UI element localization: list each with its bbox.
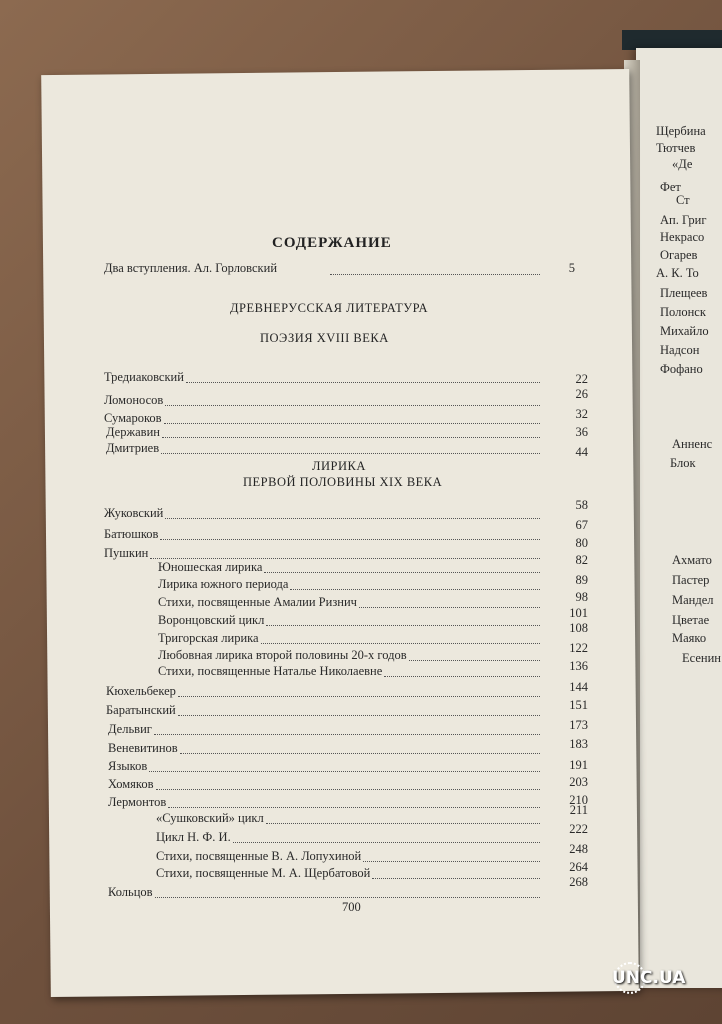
right-page-line: Плещеев xyxy=(660,286,708,300)
right-page-line: Есенин xyxy=(682,651,721,665)
toc-leader xyxy=(330,274,540,275)
toc-entry-page: 203 xyxy=(569,775,588,789)
right-page-line: Маяко xyxy=(672,631,707,645)
toc-entry-page: 248 xyxy=(569,842,588,856)
right-page-line: Надсон xyxy=(660,343,700,357)
toc-leader xyxy=(156,789,540,790)
toc-entry-label: Воронцовский цикл xyxy=(158,613,265,627)
toc-entry-label: Стихи, посвященные Амалии Ризнич xyxy=(158,595,357,609)
toc-intro-page: 5 xyxy=(568,261,575,275)
watermark: UNC.UA xyxy=(612,968,686,988)
toc-entry-label: Пушкин xyxy=(104,546,149,560)
right-page-line: Тютчев xyxy=(656,141,696,155)
toc-entry-label: Хомяков xyxy=(108,777,154,791)
toc-entry-label: Лермонтов xyxy=(108,795,167,809)
toc-leader xyxy=(233,842,540,843)
toc-leader xyxy=(178,696,540,697)
toc-entry-page: 82 xyxy=(575,553,588,567)
toc-entry-page: 136 xyxy=(569,659,588,673)
right-page-line: Щербина xyxy=(656,124,706,138)
right-page-line: Ахмато xyxy=(672,553,712,567)
toc-entry-page: 26 xyxy=(575,387,588,401)
toc-leader xyxy=(161,453,540,454)
toc-entry-label: Стихи, посвященные М. А. Щербатовой xyxy=(156,866,371,880)
right-page-line: А. К. То xyxy=(656,266,699,280)
section-heading-old-russian: ДРЕВНЕРУССКАЯ ЛИТЕРАТУРА xyxy=(230,301,429,315)
right-page-line: Некрасо xyxy=(660,230,705,244)
toc-entry-page: 144 xyxy=(569,680,588,694)
toc-entry-label: Стихи, посвященные В. А. Лопухиной xyxy=(156,849,362,863)
toc-leader xyxy=(363,861,540,862)
toc-leader xyxy=(359,607,540,608)
toc-entry-page: 191 xyxy=(569,758,588,772)
right-page-line: Ст xyxy=(676,193,690,207)
toc-entry-label: Жуковский xyxy=(104,506,164,520)
toc-leader xyxy=(186,382,540,383)
toc-leader xyxy=(150,558,540,559)
toc-leader xyxy=(168,807,540,808)
toc-entry-label: «Сушковский» цикл xyxy=(156,811,264,825)
book-cover-edge xyxy=(622,30,722,50)
right-page-line: Фофано xyxy=(660,362,703,376)
toc-leader xyxy=(165,405,540,406)
toc-entry-page: 58 xyxy=(575,498,588,512)
toc-entry-label: Цикл Н. Ф. И. xyxy=(156,830,231,844)
toc-leader xyxy=(154,734,540,735)
toc-entry-label: Державин xyxy=(106,425,160,439)
toc-leader xyxy=(372,878,540,879)
toc-entry-label: Ломоносов xyxy=(104,393,164,407)
toc-leader xyxy=(178,715,540,716)
toc-intro-label: Два вступления. Ал. Горловский xyxy=(104,261,278,275)
toc-entry-page: 89 xyxy=(575,573,588,587)
toc-entry-page: 222 xyxy=(569,822,588,836)
toc-entry-page: 44 xyxy=(575,445,588,459)
toc-entry-label: Юношеская лирика xyxy=(158,560,263,574)
right-page-line: Михайло xyxy=(660,324,709,338)
toc-leader xyxy=(264,572,540,573)
toc-leader xyxy=(261,643,540,644)
section-heading-19th-century: ПЕРВОЙ ПОЛОВИНЫ XIX ВЕКА xyxy=(243,475,443,489)
page-number: 700 xyxy=(342,900,361,914)
right-page-line: Полонск xyxy=(660,305,706,319)
toc-entry-page: 108 xyxy=(569,621,588,635)
toc-leader xyxy=(180,753,540,754)
toc-entry-label: Любовная лирика второй половины 20-х годов xyxy=(158,648,407,662)
toc-entry-page: 22 xyxy=(575,372,588,386)
toc-entry-label: Сумароков xyxy=(104,411,162,425)
section-heading-18th-century: ПОЭЗИЯ XVIII ВЕКА xyxy=(260,331,389,345)
right-page-line: Мандел xyxy=(672,593,714,607)
toc-entry-page: 122 xyxy=(569,641,588,655)
toc-entry-page: 211 xyxy=(569,803,588,817)
toc-entry-page: 36 xyxy=(575,425,588,439)
toc-leader xyxy=(409,660,540,661)
toc-leader xyxy=(384,676,540,677)
toc-leader xyxy=(266,625,540,626)
right-page-line: Пастер xyxy=(672,573,710,587)
toc-entry-page: 32 xyxy=(575,407,588,421)
right-page-line: Цветае xyxy=(672,613,710,627)
toc-entry-page: 264 xyxy=(569,860,588,874)
right-page-line: Фет xyxy=(660,180,681,194)
toc-entry-page: 151 xyxy=(569,698,588,712)
right-page-line: Ап. Григ xyxy=(660,213,707,227)
toc-entry-label: Тредиаковский xyxy=(104,370,184,384)
right-page-line: Огарев xyxy=(660,248,698,262)
toc-entry-label: Кюхельбекер xyxy=(106,684,176,698)
toc-entry-label: Языков xyxy=(108,759,148,773)
toc-leader xyxy=(165,518,540,519)
toc-leader xyxy=(290,589,540,590)
toc-entry-page: 173 xyxy=(569,718,588,732)
toc-leader xyxy=(164,423,540,424)
toc-leader xyxy=(162,437,540,438)
section-heading-lyric: ЛИРИКА xyxy=(312,459,366,473)
toc-entry-label: Веневитинов xyxy=(108,741,178,755)
toc-entry-page: 67 xyxy=(575,518,588,532)
toc-entry-page: 98 xyxy=(575,590,588,604)
toc-entry-label: Кольцов xyxy=(108,885,153,899)
toc-entry-label: Батюшков xyxy=(104,527,159,541)
toc-entry-page: 183 xyxy=(569,737,588,751)
toc-leader xyxy=(266,823,540,824)
toc-entry-page: 80 xyxy=(575,536,588,550)
toc-entry-label: Дельвиг xyxy=(108,722,152,736)
toc-entry-label: Лирика южного периода xyxy=(158,577,289,591)
page-title: СОДЕРЖАНИЕ xyxy=(272,235,392,251)
right-page-line: «Де xyxy=(672,157,693,171)
toc-entry-label: Баратынский xyxy=(106,703,176,717)
toc-leader xyxy=(155,897,540,898)
right-page-line: Блок xyxy=(670,456,696,470)
toc-entry-label: Дмитриев xyxy=(106,441,160,455)
toc-entry-page: 210 xyxy=(569,793,588,807)
toc-leader xyxy=(149,771,540,772)
toc-entry-page: 268 xyxy=(569,875,588,889)
toc-leader xyxy=(160,539,540,540)
toc-entry-label: Стихи, посвященные Наталье Николаевне xyxy=(158,664,383,678)
toc-entry-page: 101 xyxy=(569,606,588,620)
right-page-line: Анненс xyxy=(672,437,713,451)
toc-entry-label: Тригорская лирика xyxy=(158,631,259,645)
